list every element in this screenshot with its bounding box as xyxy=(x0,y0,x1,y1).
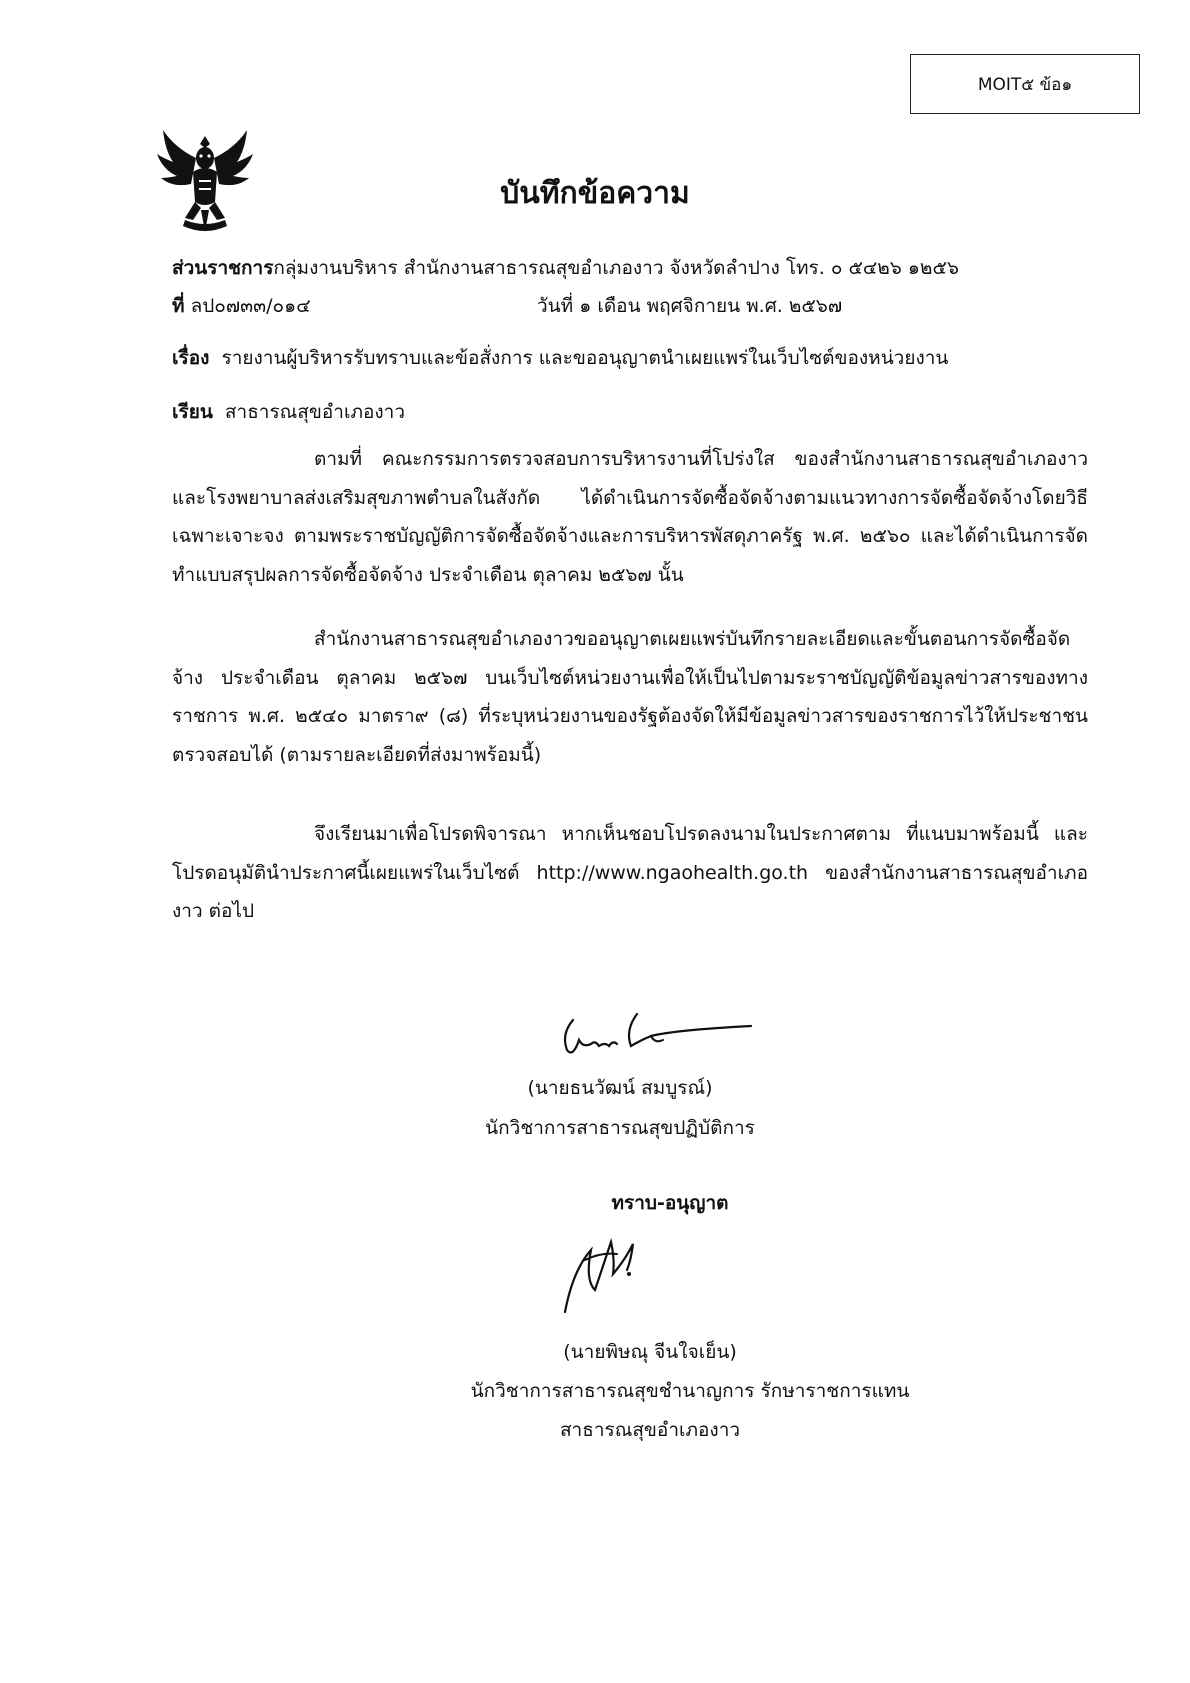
signer-1-position: นักวิชาการสาธารณสุขปฏิบัติการ xyxy=(485,1117,755,1139)
recipient-label: เรียน xyxy=(172,401,213,423)
signer-2-position: นักวิชาการสาธารณสุขชำนาญการ รักษาราชการแทน xyxy=(470,1380,910,1402)
document-date: วันที่ ๑ เดือน พฤศจิกายน พ.ศ. ๒๕๖๗ xyxy=(537,295,843,317)
body-paragraph-2: สำนักงานสาธารณสุขอำเภองาวขออนุญาตเผยแพร่บันทึกรายละเอียดและขั้นตอนการจัดซื้อจัดจ้าง ประจำเดือน ตุลาคม ๒๕๖๗ บนเว็บไซต์หน่วยงานเพื่อให้เป็นไปตามระราชบัญญัติข้อมูลข่าวสารของทางราชการ พ.ศ. ๒๕๔๐ มาตรา๙ (๘) ที่ระบุหน่วยงานของรัฐต้องจัดให้มีข้อมูลข่าวสารของราชการไว้ให้ประชาชนตรวจสอบได้ (ตามรายละเอียดที่ส่งมาพร้อมนี้) xyxy=(172,628,1088,766)
signer-2-acting-office: สาธารณสุขอำเภองาว xyxy=(559,1419,741,1441)
subject-label: เรื่อง xyxy=(172,347,210,369)
reference-label: ที่ xyxy=(172,295,185,317)
recipient-value: สาธารณสุขอำเภองาว xyxy=(224,401,405,423)
signature-1 xyxy=(555,1000,755,1062)
body-paragraph-3: จึงเรียนมาเพื่อโปรดพิจารณา หากเห็นชอบโปรดลงนามในประกาศตาม ที่แนบมาพร้อมนี้ และโปรดอนุมัตินำประกาศนี้เผยแพร่ในเว็บไซต์ http://www.ngaohealth.go.th ของสำนักงานสาธารณสุขอำเภองาว ต่อไป xyxy=(172,823,1088,922)
body-paragraph-1: ตามที่ คณะกรรมการตรวจสอบการบริหารงานที่โปร่งใส ของสำนักงานสาธารณสุขอำเภองาว และโรงพยาบาลส่งเสริมสุขภาพตำบลในสังกัด ได้ดำเนินการจัดซื้อจัดจ้างตามแนวทางการจัดซื้อจัดจ้างโดยวิธีเฉพาะเจาะจง ตามพระราชบัญญัติการจัดซื้อจัดจ้างและการบริหารพัสดุภาครัฐ พ.ศ. ๒๕๖๐ และได้ดำเนินการจัดทำแบบสรุปผลการจัดซื้อจัดจ้าง ประจำเดือน ตุลาคม ๒๕๖๗ นั้น xyxy=(172,448,1088,586)
signer-1-name: (นายธนวัฒน์ สมบูรณ์) xyxy=(527,1077,713,1099)
signer-2-name: (นายพิษณุ จีนใจเย็น) xyxy=(563,1341,737,1363)
approval-label: ทราบ-อนุญาต xyxy=(611,1192,729,1214)
agency-line xyxy=(172,253,959,283)
page-title: บันทึกข้อความ xyxy=(500,176,690,211)
signature-2 xyxy=(555,1230,665,1320)
agency-value: กลุ่มงานบริหาร สำนักงานสาธารณสุขอำเภองาว จังหวัดลำปาง โทร. ๐ ๕๔๒๖ ๑๒๕๖ xyxy=(273,257,959,279)
subject-line xyxy=(172,343,948,373)
agency-label: ส่วนราชการ xyxy=(172,257,274,279)
recipient-line xyxy=(172,397,405,427)
document-code: MOIT๕ ข้อ๑ xyxy=(977,74,1073,95)
reference-number: ลป๐๗๓๓/๐๑๔ xyxy=(190,295,311,317)
document-code-box xyxy=(910,54,1140,114)
reference-line xyxy=(172,291,311,321)
subject-value: รายงานผู้บริหารรับทราบและข้อสั่งการ และขออนุญาตนำเผยแพร่ในเว็บไซต์ของหน่วยงาน xyxy=(221,347,949,369)
